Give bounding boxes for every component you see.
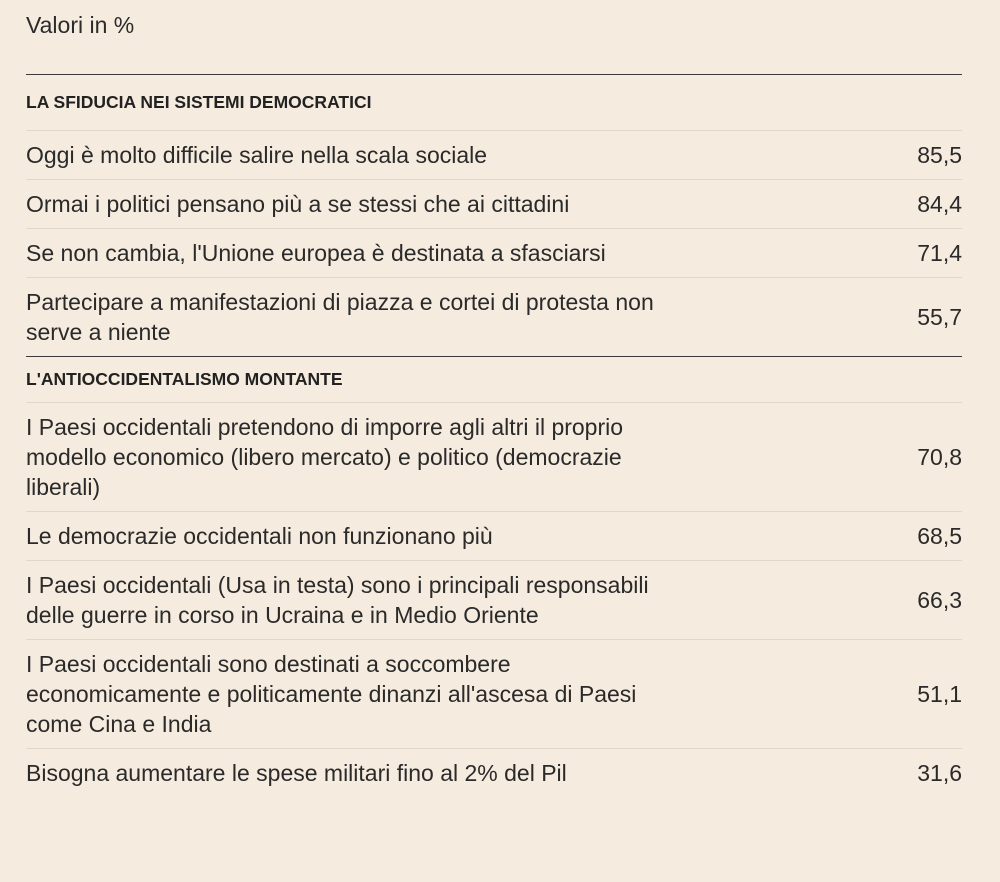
row-label: I Paesi occidentali pretendono di imporre agli altri il proprio modello economico (libero mercato) e politico (democrazie liberali) [26, 414, 624, 500]
table-row [26, 278, 962, 356]
table-row [26, 640, 962, 749]
row-value: 51,1 [917, 681, 962, 707]
section-title: LA SFIDUCIA NEI SISTEMI DEMOCRATICI [26, 75, 962, 131]
row-label: Ormai i politici pensano più a se stessi che ai cittadini [26, 191, 570, 217]
unit-label: Valori in % [26, 12, 135, 38]
section-democratic-distrust [26, 75, 962, 356]
row-value: 70,8 [917, 444, 962, 470]
table-row [26, 229, 962, 278]
table-row [26, 403, 962, 512]
table-row [26, 180, 962, 229]
row-label: Bisogna aumentare le spese militari fino al 2% del Pil [26, 760, 567, 786]
row-label: I Paesi occidentali sono destinati a soccombere economicamente e politicamente dinanzi all'ascesa di Paesi come Cina e India [26, 651, 637, 737]
data-table [26, 74, 962, 797]
row-value: 66,3 [917, 587, 962, 613]
row-value: 31,6 [917, 760, 962, 786]
row-label: Le democrazie occidentali non funzionano più [26, 523, 493, 549]
row-label: I Paesi occidentali (Usa in testa) sono i principali responsabili delle guerre in corso in Ucraina e in Medio Oriente [26, 572, 649, 628]
row-value: 55,7 [917, 304, 962, 330]
table-row [26, 749, 962, 797]
section-anti-westernism [26, 356, 962, 797]
section-title: L'ANTIOCCIDENTALISMO MONTANTE [26, 357, 962, 403]
row-value: 85,5 [917, 142, 962, 168]
row-value: 68,5 [917, 523, 962, 549]
row-value: 84,4 [917, 191, 962, 217]
row-label: Partecipare a manifestazioni di piazza e cortei di protesta non serve a niente [26, 289, 654, 345]
table-row [26, 512, 962, 561]
table-row [26, 131, 962, 180]
table-row [26, 561, 962, 640]
row-label: Se non cambia, l'Unione europea è destinata a sfasciarsi [26, 240, 606, 266]
row-value: 71,4 [917, 240, 962, 266]
row-label: Oggi è molto difficile salire nella scala sociale [26, 142, 488, 168]
